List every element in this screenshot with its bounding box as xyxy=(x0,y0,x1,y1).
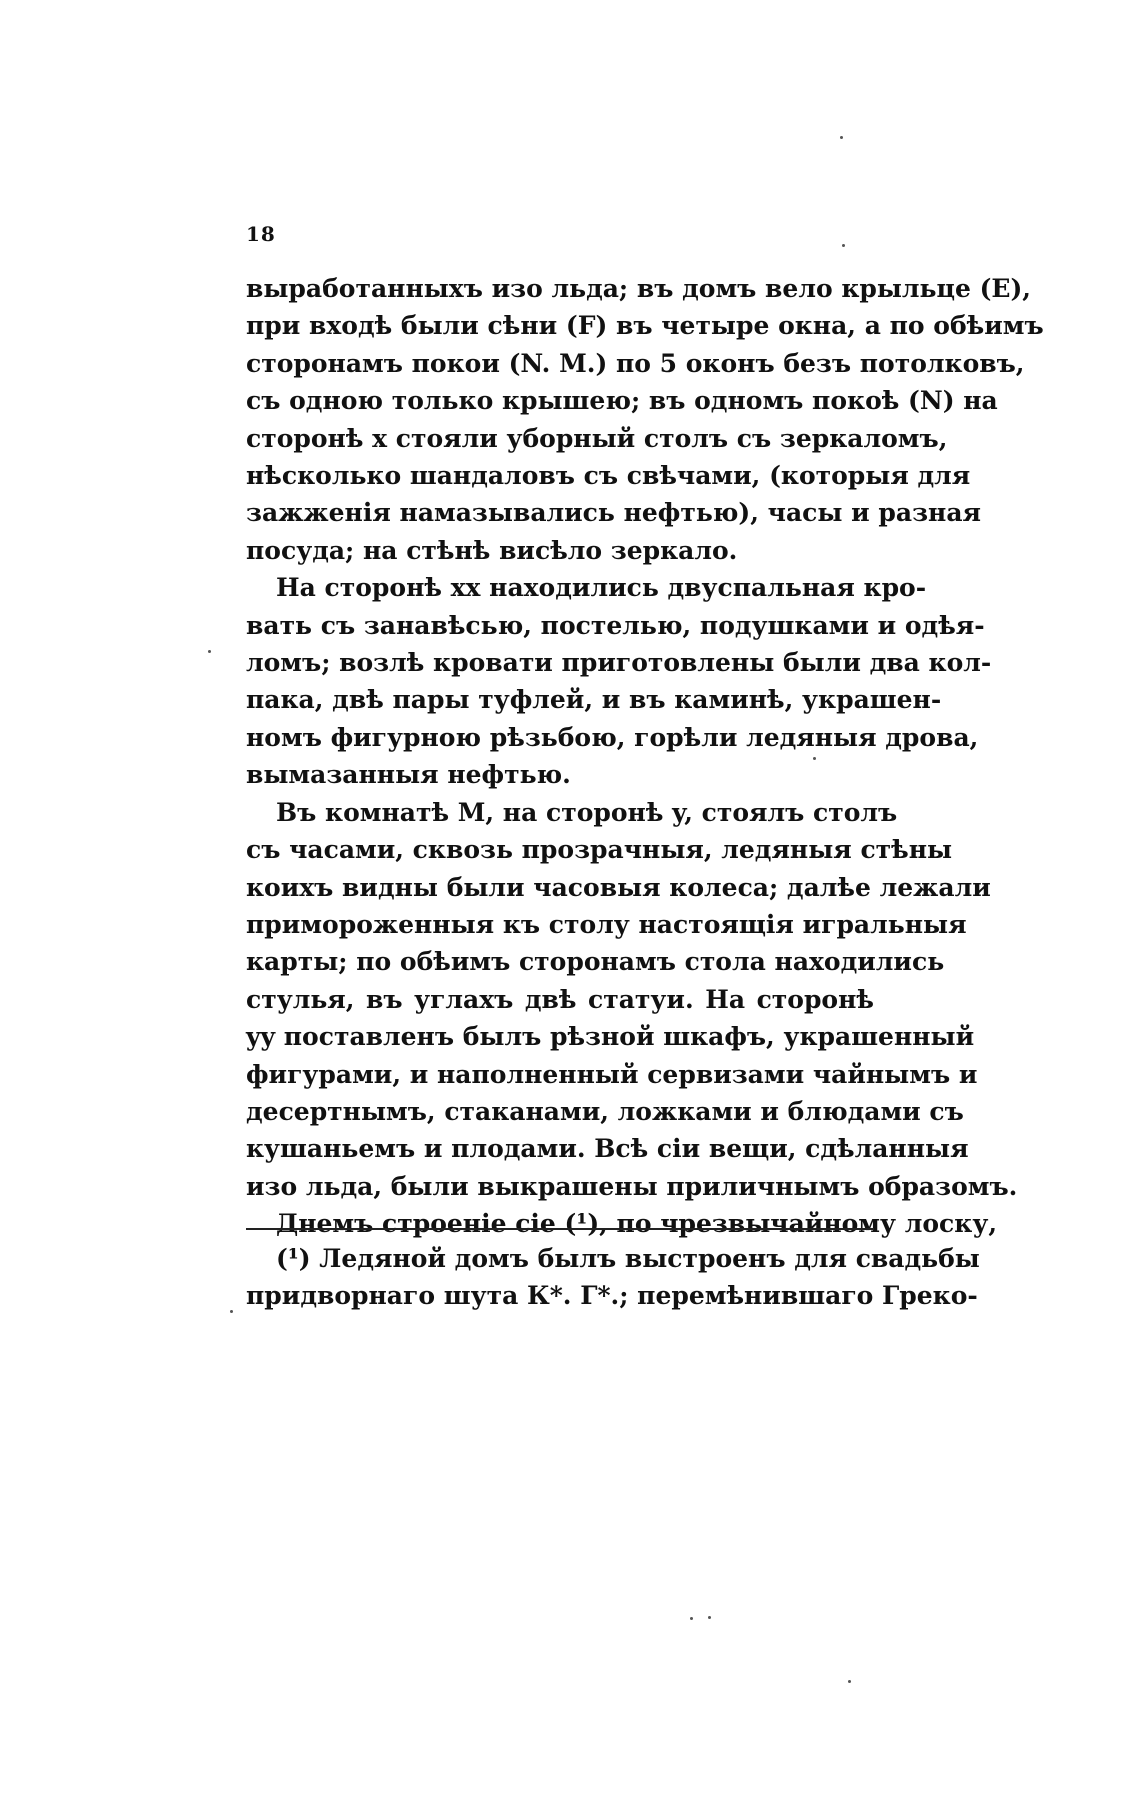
text-line: стулья, въ углахъ двѣ статуи. На сторонѣ xyxy=(246,984,874,1014)
text-line: зажженія намазывались нефтью), часы и разная xyxy=(246,498,981,528)
main-text xyxy=(246,270,1044,1243)
text-line: кушаньемъ и плодами. Всѣ сіи вещи, сдѣланныя xyxy=(246,1134,969,1164)
scan-speck xyxy=(848,1680,851,1683)
text-line: при входѣ были сѣни (F) въ четыре окна, а по обѣимъ xyxy=(246,311,1044,341)
text-line: съ часами, сквозь прозрачныя, ледяныя стѣны xyxy=(246,835,953,865)
text-line: Въ комнатѣ M, на сторонѣ y, стоялъ столъ xyxy=(276,797,898,827)
text-line: нѣсколько шандаловъ съ свѣчами, (которыя для xyxy=(246,461,971,491)
scan-speck xyxy=(708,1616,711,1619)
page-number: 18 xyxy=(246,222,276,246)
text-line: примороженныя къ столу настоящія игральныя xyxy=(246,909,967,939)
scan-speck xyxy=(813,757,816,760)
text-line: съ одною только крышею; въ одномъ покоѣ (N) на xyxy=(246,386,998,416)
footnote-divider xyxy=(246,1228,874,1230)
text-line: коихъ видны были часовыя колеса; далѣе лежали xyxy=(246,872,991,902)
text-line: yy поставленъ былъ рѣзной шкафъ, украшенный xyxy=(246,1022,975,1052)
text-line: фигурами, и наполненный сервизами чайнымъ и xyxy=(246,1059,978,1089)
scan-speck xyxy=(842,244,845,247)
paragraph-2 xyxy=(246,569,992,793)
text-line: посуда; на стѣнѣ висѣло зеркало. xyxy=(246,535,738,565)
text-line: сторонамъ покои (N. M.) по 5 оконъ безъ потолковъ, xyxy=(246,348,1025,378)
scan-speck xyxy=(690,1617,693,1620)
text-line: сторонѣ x стояли уборный столъ съ зеркаломъ, xyxy=(246,423,948,453)
text-line: На сторонѣ xx находились двуспальная кро- xyxy=(276,573,927,603)
text-line: вымазанныя нефтью. xyxy=(246,760,571,790)
paragraph-1 xyxy=(246,270,1044,569)
footnote-line: (¹) Ледяной домъ былъ выстроенъ для свадьбы xyxy=(276,1244,980,1273)
footnotes xyxy=(246,1240,980,1315)
scan-speck xyxy=(840,136,843,139)
text-line: карты; по обѣимъ сторонамъ стола находились xyxy=(246,947,945,977)
text-line: выработанныхъ изо льда; въ домъ вело крыльце (E), xyxy=(246,274,1032,303)
text-line: вать съ занавѣсью, постелью, подушками и одѣя- xyxy=(246,610,985,640)
text-line: пака, двѣ пары туфлей, и въ каминѣ, украшен- xyxy=(246,685,942,715)
text-line: номъ фигурною рѣзьбою, горѣли ледяныя дрова, xyxy=(246,722,979,752)
scan-speck xyxy=(208,650,211,653)
paragraph-3 xyxy=(246,794,1018,1205)
text-line: десертнымъ, стаканами, ложками и блюдами съ xyxy=(246,1096,964,1126)
text-line: изо льда, были выкрашены приличнымъ образомъ. xyxy=(246,1171,1018,1201)
text-line: Днемъ строеніе сіе (¹), по чрезвычайному лоску, xyxy=(276,1209,998,1239)
text-line: ломъ; возлѣ кровати приготовлены были два кол- xyxy=(246,648,992,678)
footnote-line: придворнаго шута К*. Г*.; перемѣнившаго Греко- xyxy=(246,1281,978,1311)
paragraph-4 xyxy=(246,1205,998,1242)
scan-speck xyxy=(230,1310,233,1313)
